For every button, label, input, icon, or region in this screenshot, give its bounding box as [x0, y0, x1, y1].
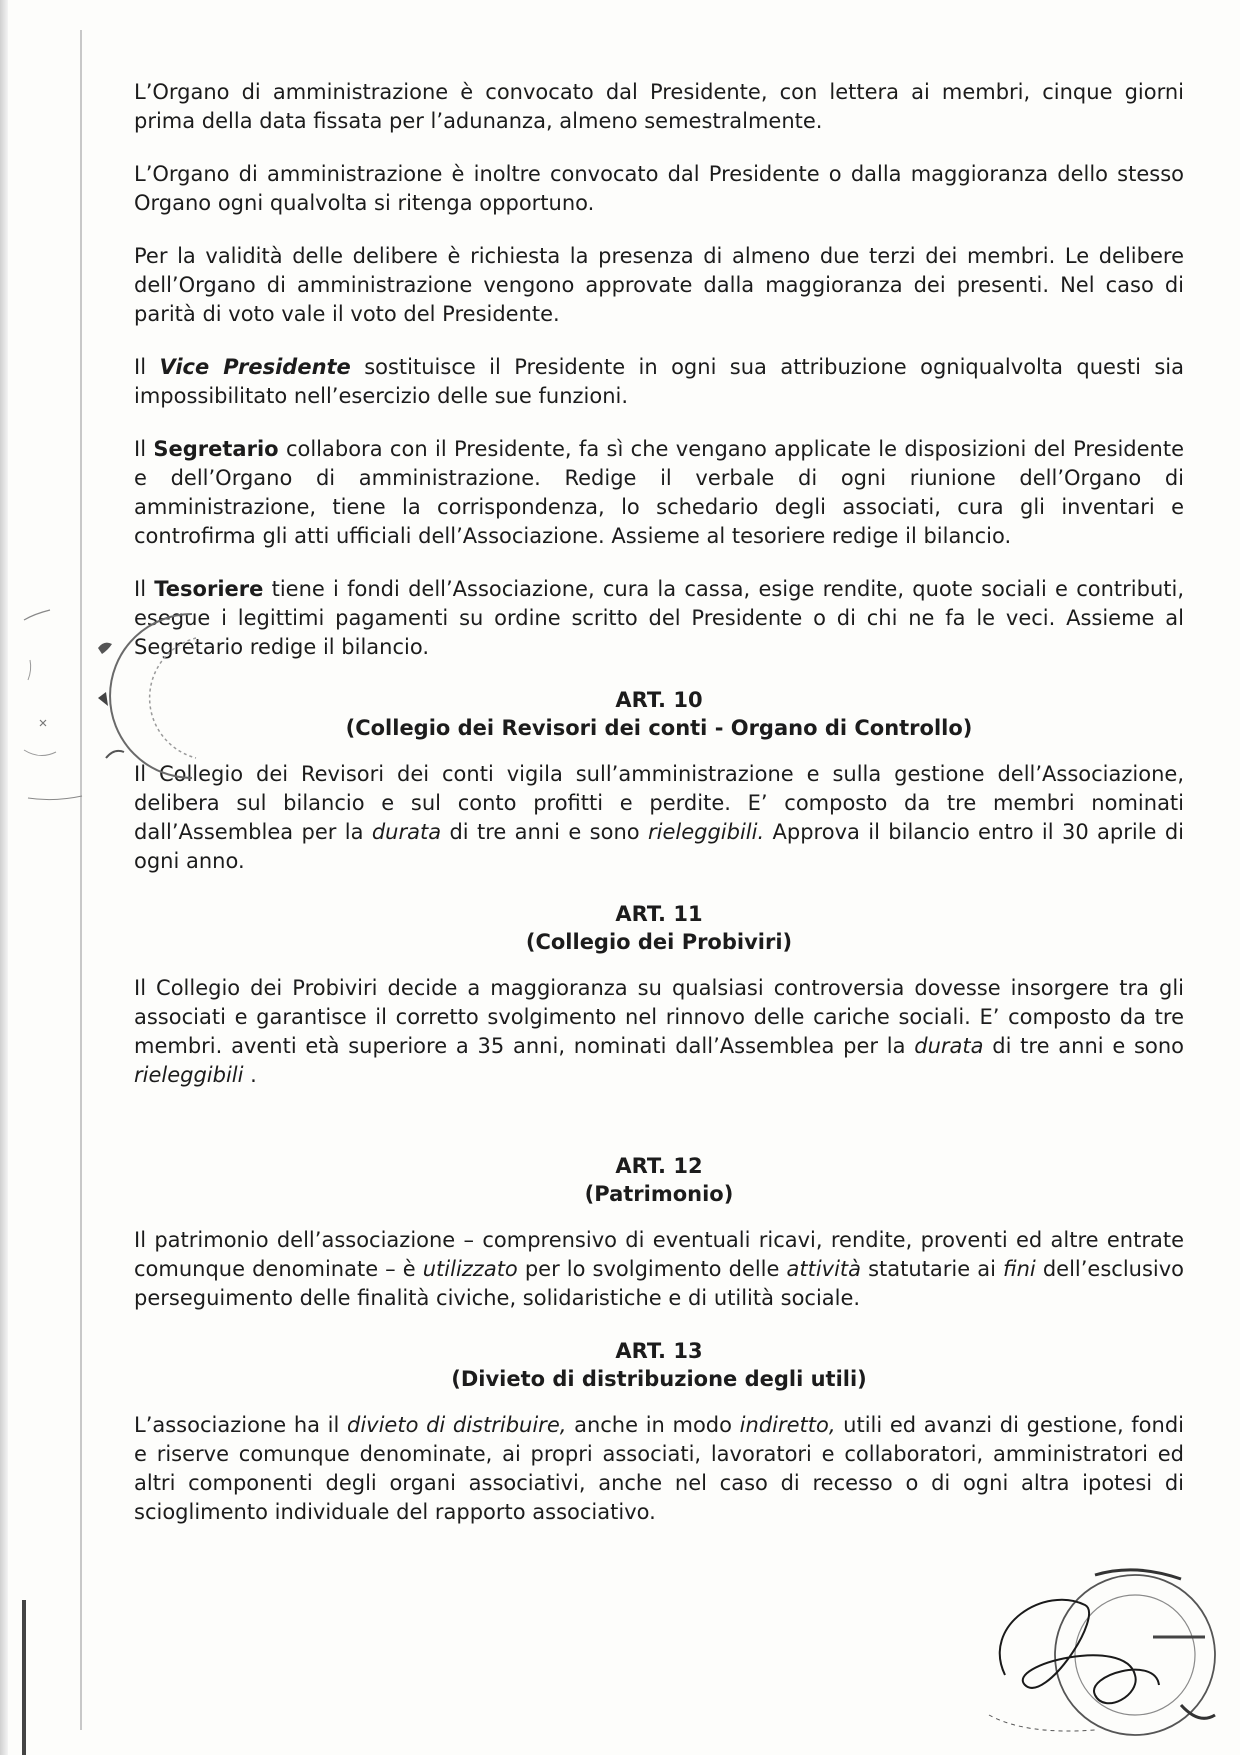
paragraph-tesoriere: Il Tesoriere tiene i fondi dell’Associazione, cura la cassa, esige rendite, quote sociali e contributi, esegue i legittimi pagamenti su ordine scritto del Presidente o di chi ne fa le veci. Assieme al Segretario redige il bilancio.: [134, 577, 1184, 659]
paragraph-segretario: Il Segretario collabora con il Presidente, fa sì che vengano applicate le disposizioni del Presidente e dell’Organo di amministrazione. Redige il verbale di ogni riunione dell’Organo di amministrazione, tiene la corrispondenza, lo schedario degli associati, cura gli inventari e controfirma gli atti ufficiali dell’Associazione. Assieme al tesoriere redige il bilancio.: [134, 437, 1185, 548]
art-10-number: ART. 10: [615, 688, 703, 712]
art-13-text: L’associazione ha il divieto di distribuire, anche in modo indiretto, utili ed avanzi di gestione, fondi e riserve comunque denominate, ai propri associati, lavoratori e collaboratori, amministratori ed altri componenti degli organi associativi, anche nel caso di recesso o di ogni altra ipotesi di scioglimento individuale del rapporto associativo.: [134, 1413, 1184, 1524]
term-segretario: Segretario: [153, 437, 279, 461]
art-12-text: Il patrimonio dell’associazione – comprensivo di eventuali ricavi, rendite, proventi ed altre entrate comunque denominate – è utilizzato per lo svolgimento delle attività statutarie ai fini dell’esclusivo perseguimento delle finalità civiche, solidaristiche e di utilità sociale.: [134, 1228, 1185, 1310]
art-11-number: ART. 11: [615, 902, 703, 926]
paragraph-vice-presidente: Il Vice Presidente sostituisce il Presidente in ogni sua attribuzione ogniqualvolta questi sia impossibilitato nell’esercizio delle sue funzioni.: [134, 355, 1184, 408]
art-13-number: ART. 13: [615, 1339, 703, 1363]
term-vice-presidente: Vice Presidente: [159, 355, 351, 379]
signature-stamp: [985, 1565, 1225, 1745]
art-13-heading: [134, 1337, 1184, 1393]
binding-edge-dark: [22, 1600, 26, 1755]
paragraph-convocazione: L’Organo di amministrazione è convocato dal Presidente, con lettera ai membri, cinque giorni prima della data fissata per l’adunanza, almeno semestralmente.: [134, 80, 1184, 133]
art-11-title: (Collegio dei Probiviri): [525, 930, 793, 954]
art-13-title: (Divieto di distribuzione degli utili): [451, 1367, 867, 1391]
art-12-number: ART. 12: [615, 1154, 703, 1178]
art-11-heading: [134, 900, 1184, 956]
binding-line: [80, 30, 82, 1730]
document-body: [134, 78, 1184, 1551]
art-12-heading: [134, 1152, 1184, 1208]
paragraph-validita-delibere: Per la validità delle delibere è richiesta la presenza di almeno due terzi dei membri. Le delibere dell’Organo di amministrazione vengono approvate dalla maggioranza dei presenti. Nel caso di parità di voto vale il voto del Presidente.: [134, 244, 1184, 326]
paragraph-convocazione-straordinaria: L’Organo di amministrazione è inoltre convocato dal Presidente o dalla maggioranza dello stesso Organo ogni qualvolta si ritenga opportuno.: [134, 162, 1184, 215]
art-11-text: Il Collegio dei Probiviri decide a maggioranza su qualsiasi controversia dovesse insorgere tra gli associati e garantisce il corretto svolgimento nel rinnovo delle cariche sociali. E’ composto da tre membri. aventi età superiore a 35 anni, nominati dall’Assemblea per la durata di tre anni e sono rieleggibili .: [134, 976, 1184, 1087]
term-tesoriere: Tesoriere: [154, 577, 264, 601]
art-10-text: Il Collegio dei Revisori dei conti vigila sull’amministrazione e sulla gestione dell’Associazione, delibera sul bilancio e sul conto profitti e perdite. E’ composto da tre membri nominati dall’Assemblea per la durata di tre anni e sono rieleggibili. Approva il bilancio entro il 30 aprile di ogni anno.: [134, 762, 1185, 873]
left-stamp-seal: [92, 608, 212, 788]
art-12-title: (Patrimonio): [584, 1182, 734, 1206]
art-10-heading: [134, 686, 1184, 742]
margin-scribbles: [20, 600, 90, 820]
scan-edge-shadow: [0, 0, 8, 1755]
art-10-title: (Collegio dei Revisori dei conti - Organo di Controllo): [345, 716, 973, 740]
